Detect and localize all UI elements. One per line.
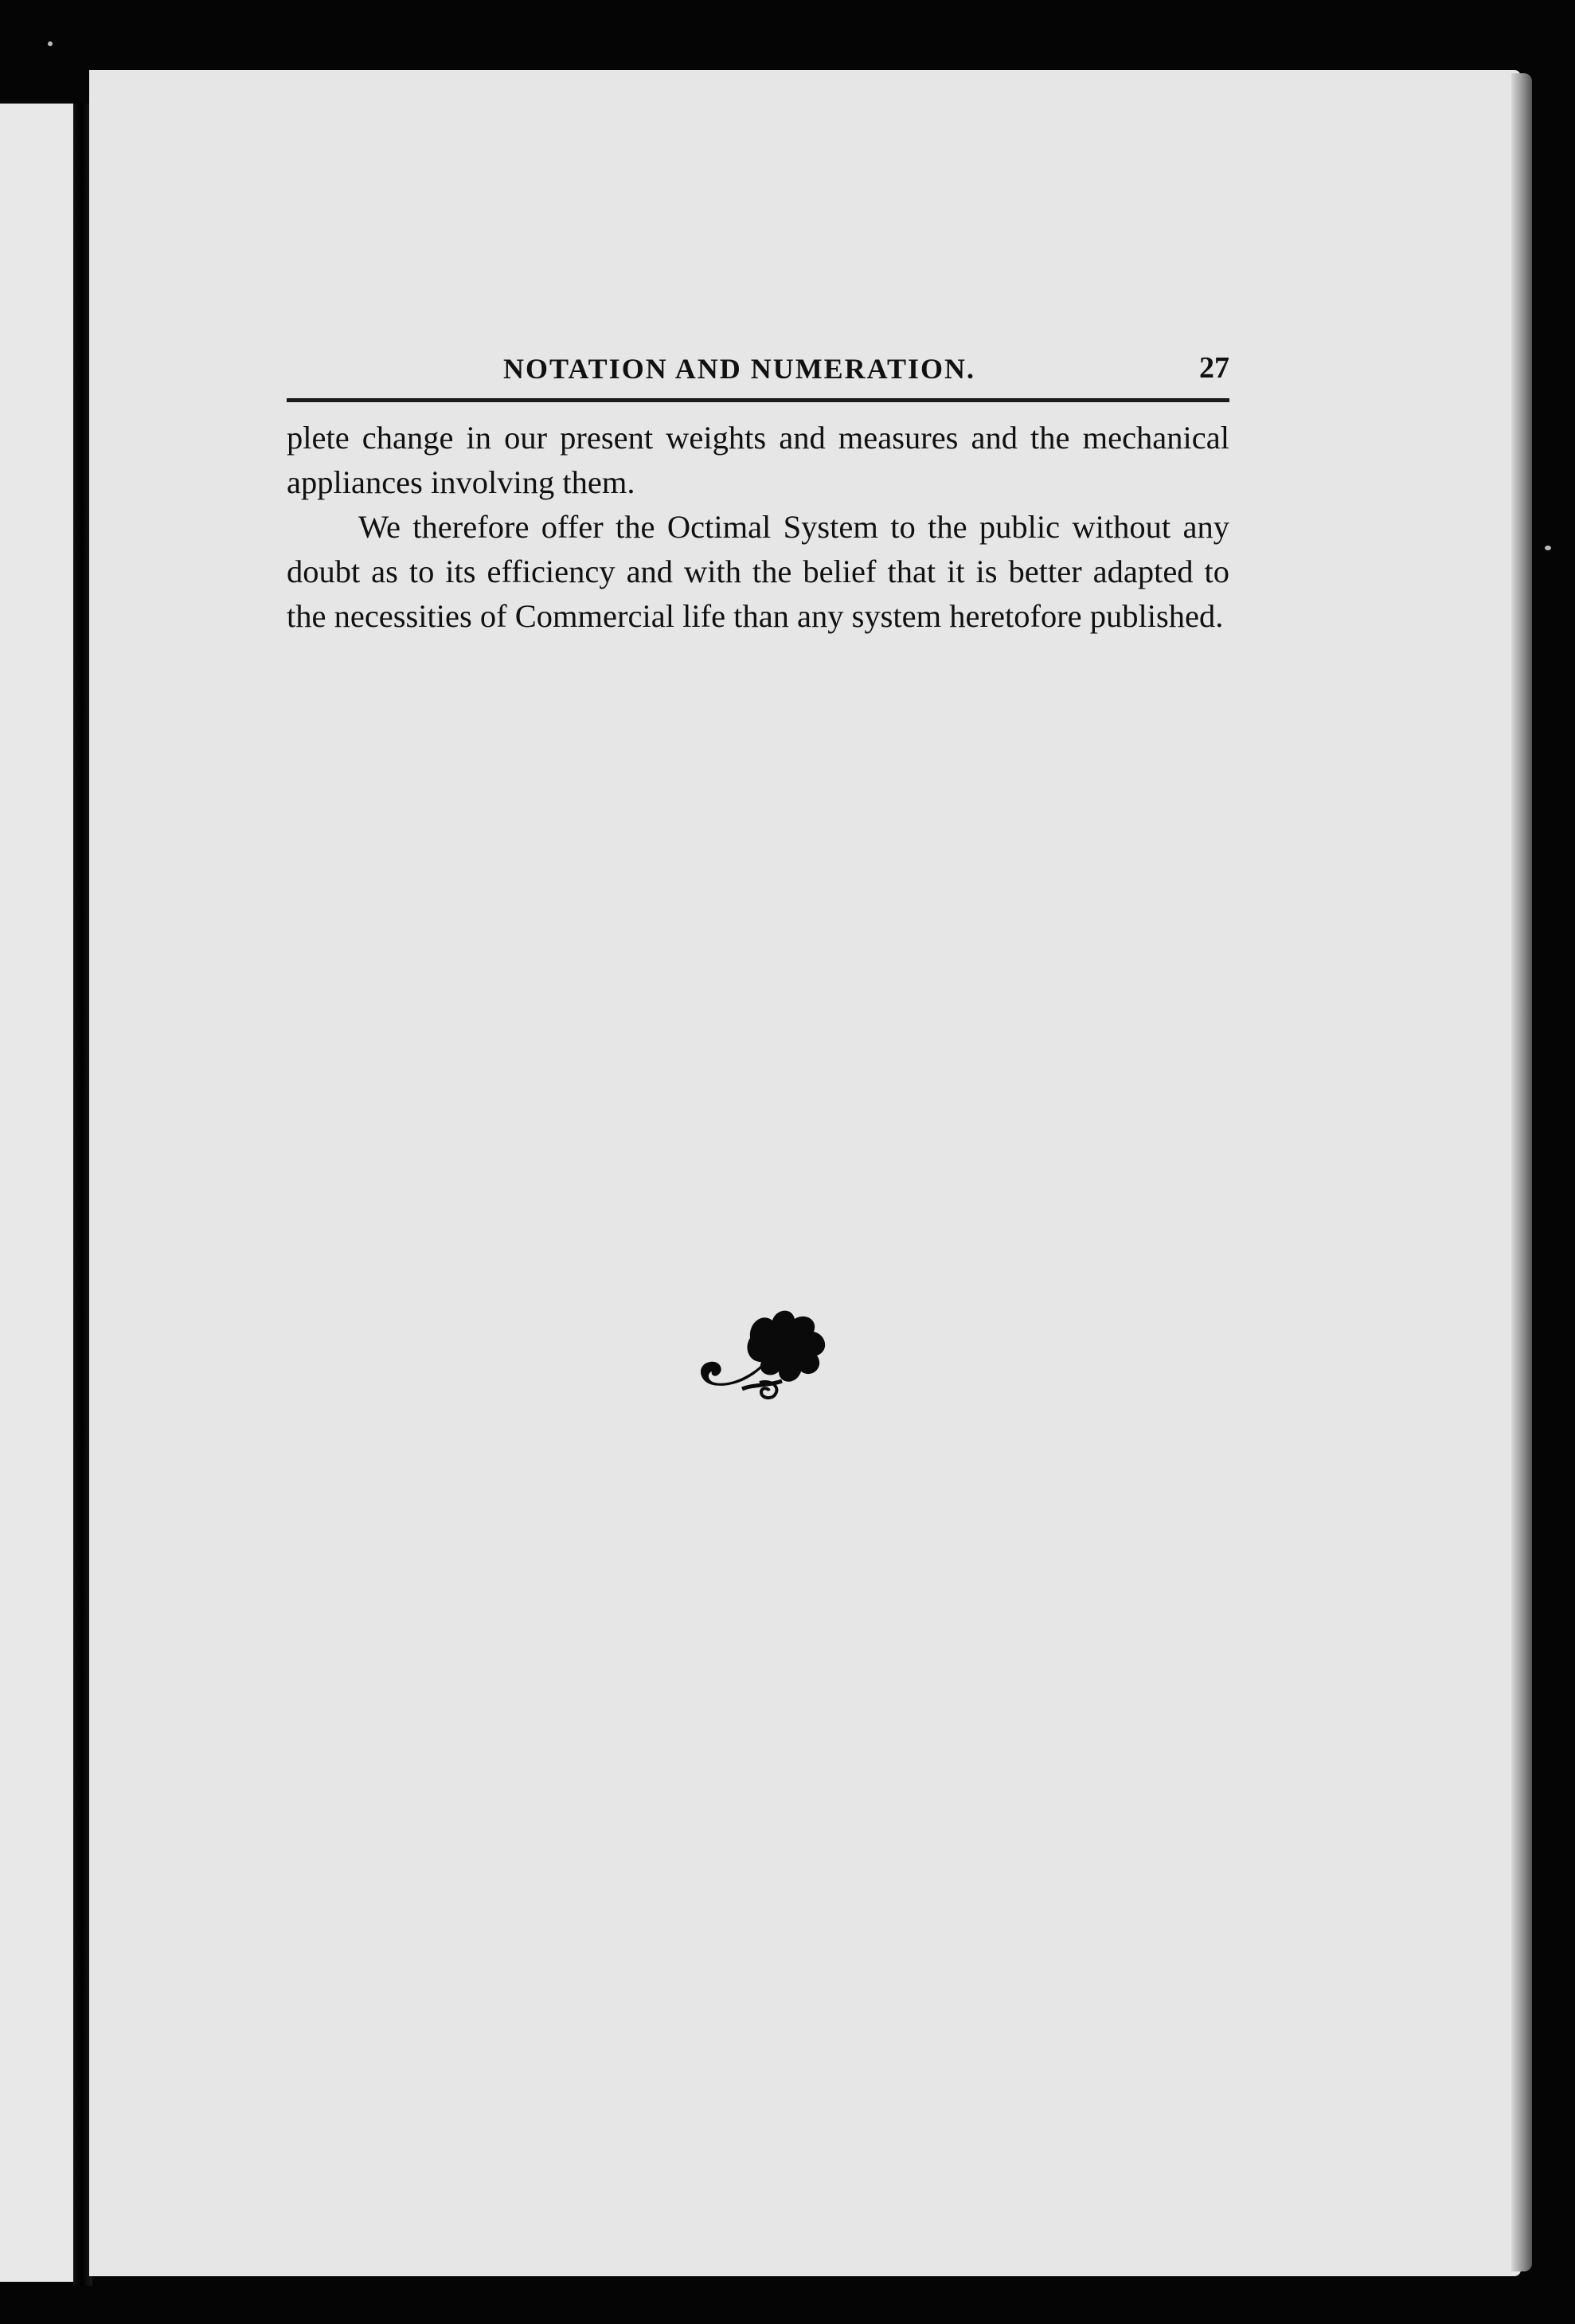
paragraph: plete change in our present weights and measures and the mechanical appliances involving them. [287, 420, 1229, 500]
floral-tailpiece-icon [693, 1306, 832, 1414]
paragraph: We therefore offer the Octimal System to the public without any doubt as to its efficiency and with the belief that it is better adapted to the necessities of Commercial life than any system heretofore published. [287, 509, 1229, 634]
body-text [287, 416, 1229, 639]
page-edge-shadow [1511, 73, 1532, 2271]
dust-speck [48, 41, 53, 46]
facing-page-edge [0, 104, 73, 2282]
page-header [287, 346, 1229, 393]
running-head: NOTATION AND NUMERATION. [503, 353, 976, 385]
dust-speck [1545, 546, 1551, 550]
header-rule [287, 398, 1229, 402]
page-number: 27 [1199, 351, 1229, 385]
